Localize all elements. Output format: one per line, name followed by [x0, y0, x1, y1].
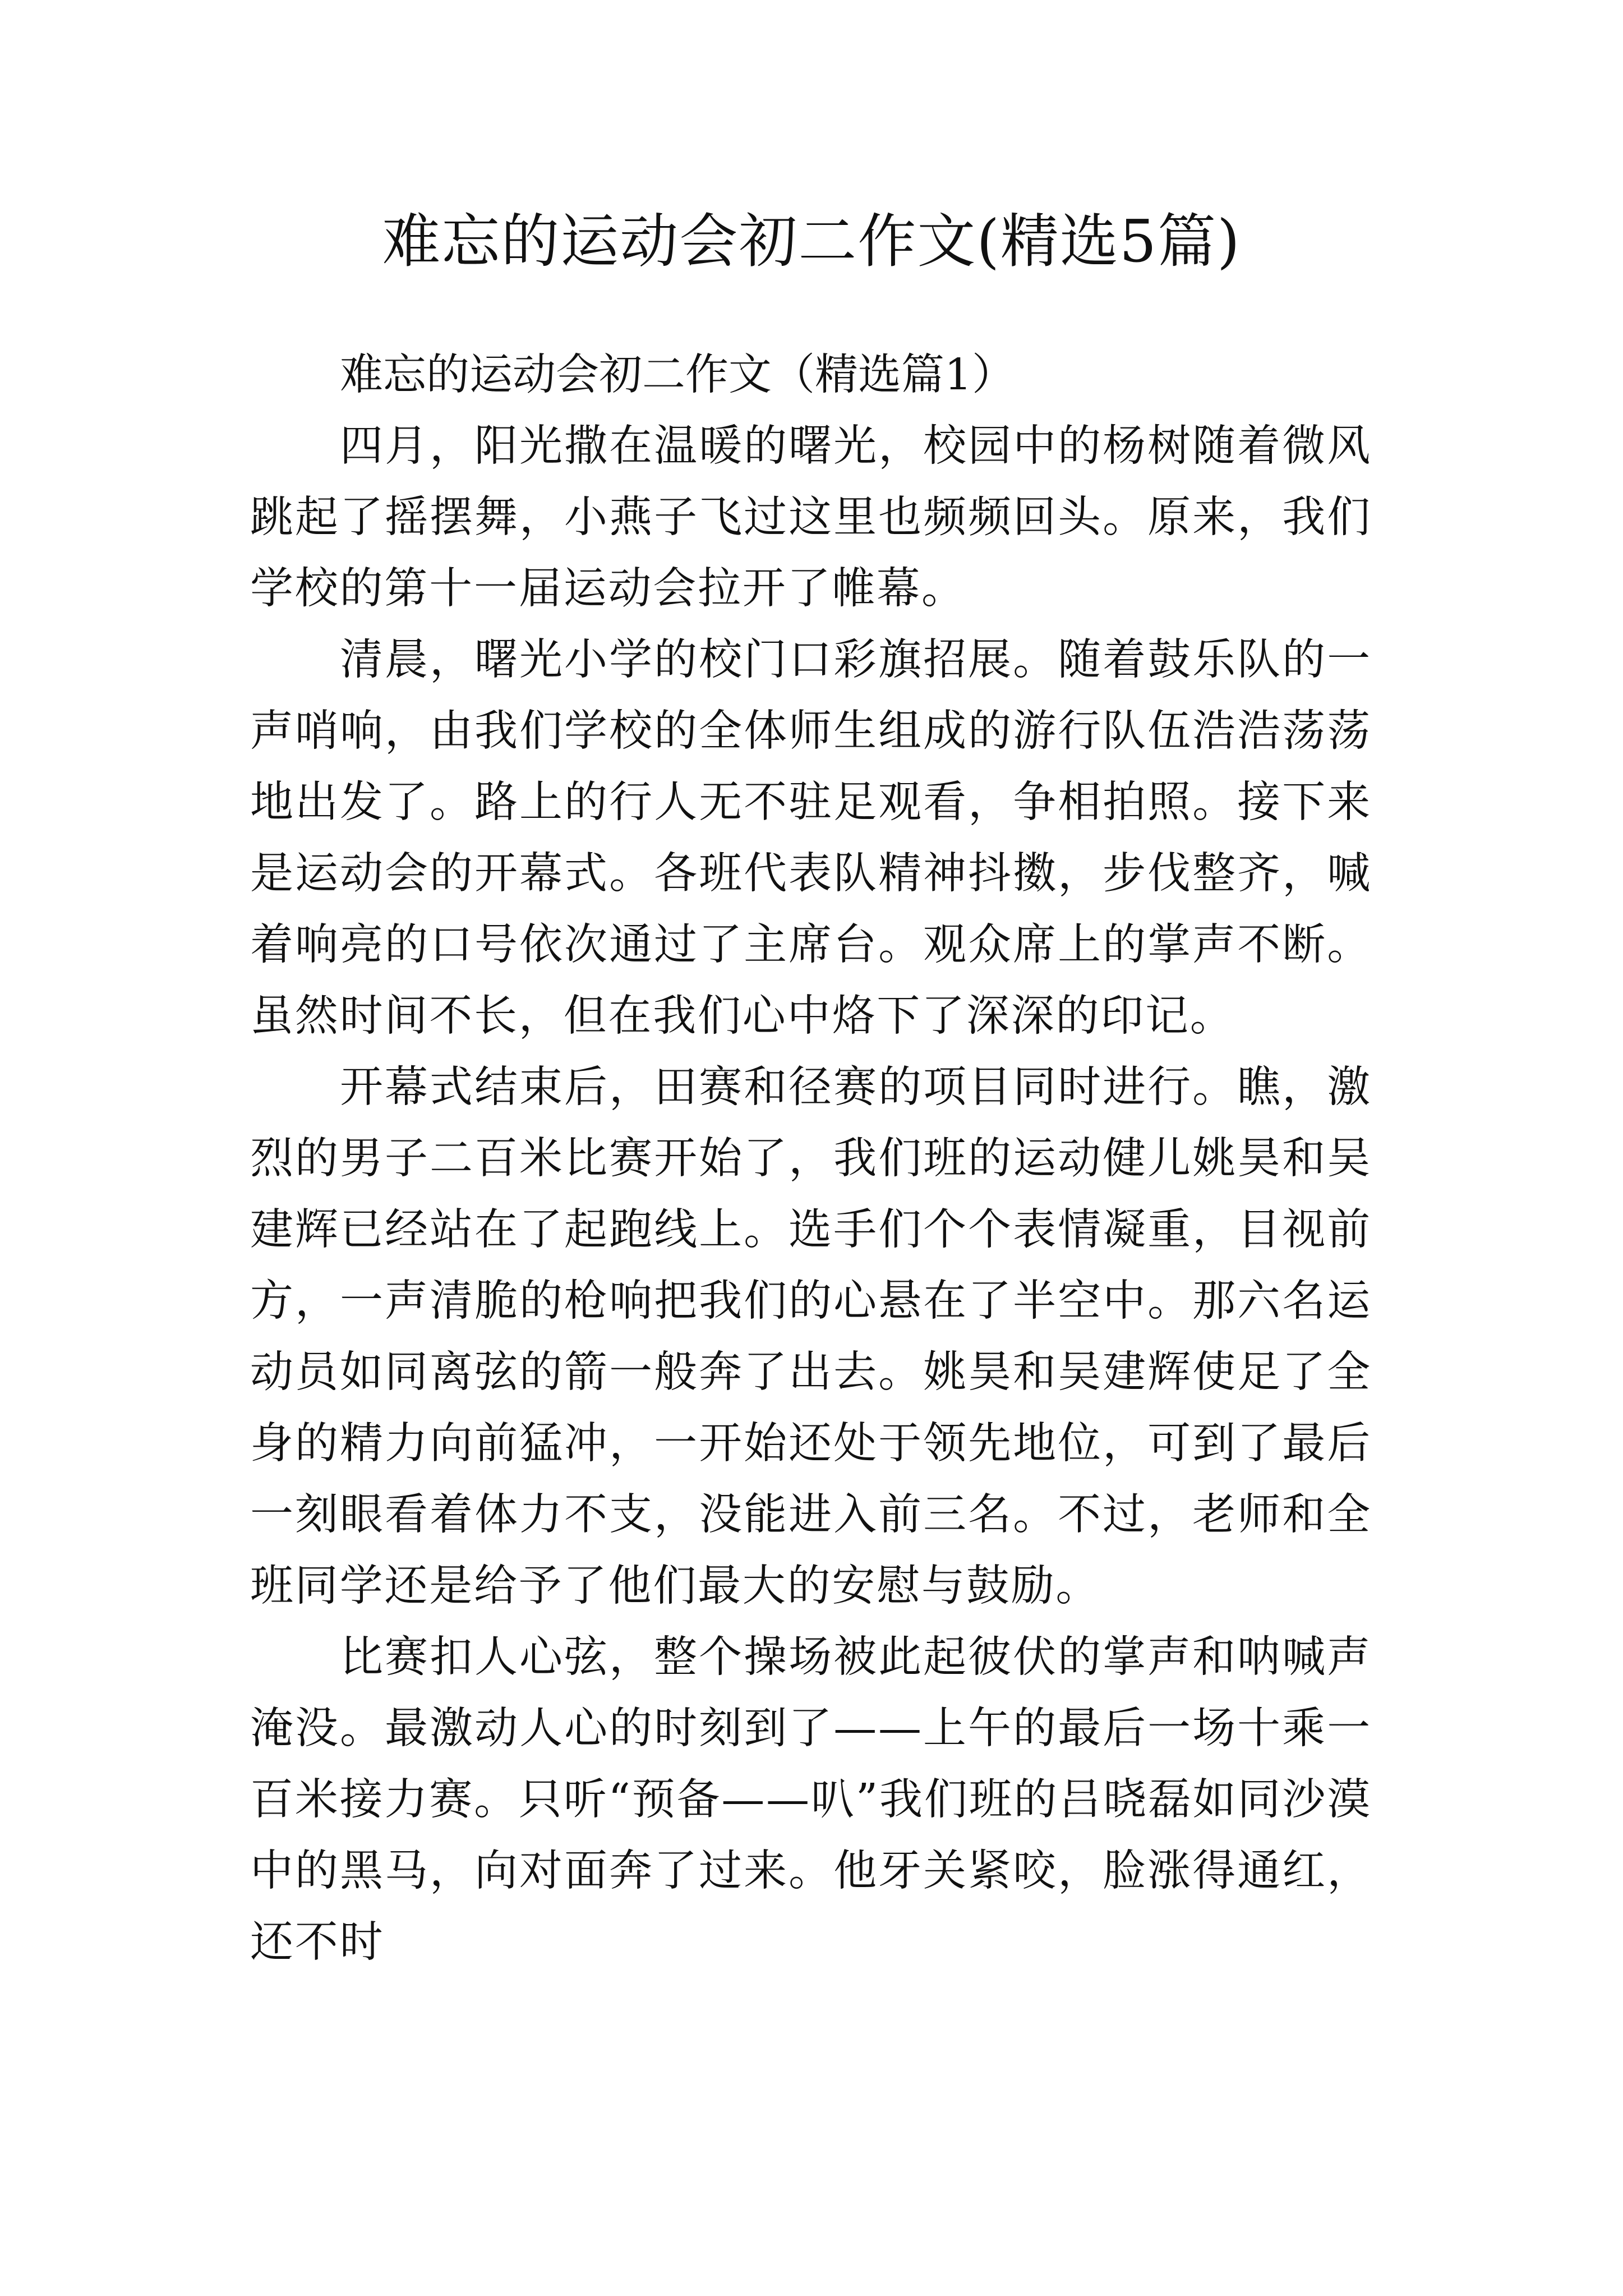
- section-heading: 难忘的运动会初二作文（精选篇1）: [340, 350, 1015, 400]
- document-title: 难忘的运动会初二作文(精选5篇): [382, 207, 1241, 275]
- paragraph-3: 开幕式结束后，田赛和径赛的项目同时进行。瞧，激烈的男子二百米比赛开始了，我们班的运动健儿姚昊和吴建辉已经站在了起跑线上。选手们个个表情凝重，目视前方，一声清脆的枪响把我们的心悬在了半空中。那六名运动员如同离弦的箭一般奔了出去。姚昊和吴建辉使足了全身的精力向前猛冲，一开始还处于领先地位，可到了最后一刻眼看着体力不支，没能进入前三名。不过，老师和全班同学还是给予了他们最大的安慰与鼓励。: [250, 1062, 1372, 1611]
- paragraph-1: 四月，阳光撒在温暖的曙光，校园中的杨树随着微风跳起了摇摆舞，小燕子飞过这里也频频回头。原来，我们学校的第十一届运动会拉开了帷幕。: [250, 421, 1372, 614]
- document-body: [250, 339, 1372, 1978]
- paragraph-2: 清晨，曙光小学的校门口彩旗招展。随着鼓乐队的一声哨响，由我们学校的全体师生组成的游行队伍浩浩荡荡地出发了。路上的行人无不驻足观看，争相拍照。接下来是运动会的开幕式。各班代表队精神抖擞，步伐整齐，喊着响亮的口号依次通过了主席台。观众席上的掌声不断。虽然时间不长，但在我们心中烙下了深深的印记。: [250, 635, 1372, 1041]
- paragraph-4: 比赛扣人心弦，整个操场被此起彼伏的掌声和呐喊声淹没。最激动人心的时刻到了——上午的最后一场十乘一百米接力赛。只听“预备——叭”我们班的吕晓磊如同沙漠中的黑马，向对面奔了过来。他牙关紧咬，脸涨得通红，还不时: [250, 1632, 1372, 1967]
